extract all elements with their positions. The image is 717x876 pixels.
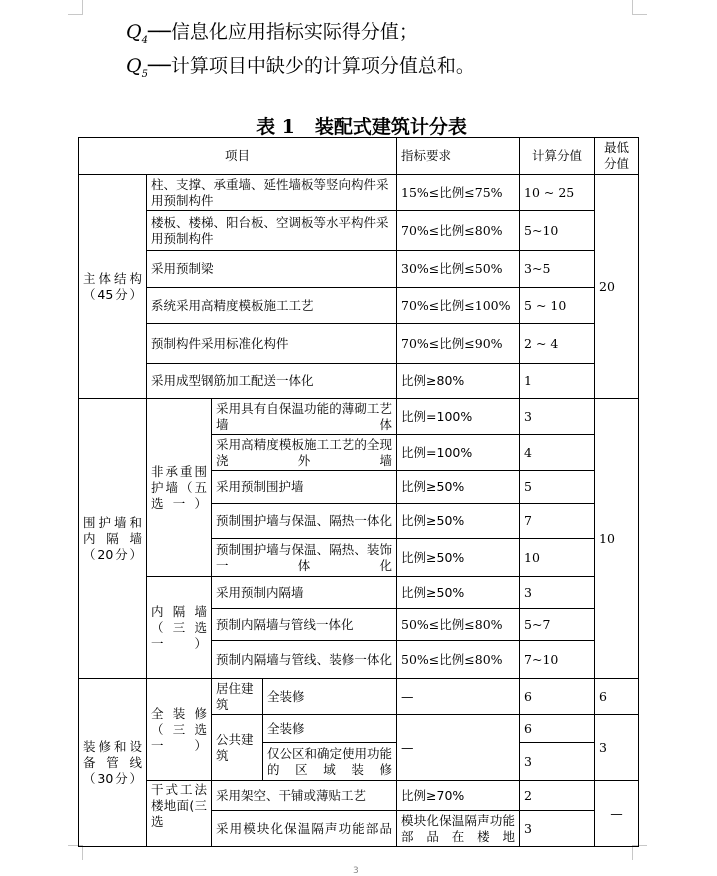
item-cell: 采用具有自保温功能的薄砌工艺墙体 [212, 399, 397, 435]
requirement-cell: 比例≥80% [397, 364, 520, 399]
table-header-row [79, 138, 639, 175]
page-number: 3 [353, 866, 359, 876]
table-row [79, 781, 639, 811]
header-item: 项目 [79, 138, 397, 175]
header-score: 计算分值 [520, 138, 595, 175]
requirement-cell: 比例≥50% [397, 504, 520, 539]
item-cell: 预制围护墙与保温、隔热、装饰一体化 [212, 539, 397, 577]
min-score-cell: 20 [595, 175, 639, 399]
item-cell: 采用高精度模板施工工艺的全现浇外墙 [212, 435, 397, 471]
item-cell: 采用预制围护墙 [212, 471, 397, 504]
requirement-cell: 模块化保温隔声功能部品在楼地 [397, 811, 520, 847]
building-type-label: 居住建筑 [212, 679, 263, 715]
item-cell: 预制构件采用标准化构件 [147, 324, 397, 364]
formula-q4 [126, 19, 418, 54]
requirement-cell: 比例≥50% [397, 577, 520, 609]
formula-q5 [126, 53, 475, 88]
item-cell: 预制内隔墙与管线一体化 [212, 609, 397, 641]
formula-text: ──计算项目中缺少的计算项分值总和。 [147, 55, 475, 77]
item-cell: 采用模块化保温隔声功能部品 [212, 811, 397, 847]
min-score-cell: 10 [595, 399, 639, 679]
score-cell: 7~10 [520, 641, 595, 679]
item-cell: 全装修 [263, 715, 397, 743]
score-cell: 3 [520, 399, 595, 435]
item-cell: 预制围护墙与保温、隔热一体化 [212, 504, 397, 539]
score-cell: 4 [520, 435, 595, 471]
table-row [79, 251, 639, 288]
requirement-cell: 70%≤比例≤80% [397, 211, 520, 251]
crop-mark-top-left [68, 0, 83, 15]
table-row [79, 577, 639, 609]
min-score-cell: 3 [595, 715, 639, 781]
subgroup-label: 内隔墙（三选一） [147, 577, 212, 679]
crop-mark-bottom-right [632, 845, 647, 860]
score-cell: 5~7 [520, 609, 595, 641]
table-number: 表 1 [256, 116, 295, 138]
table-row [79, 288, 639, 324]
formula-var: $Q_5$ [126, 55, 148, 80]
formula-text: ──信息化应用指标实际得分值； [147, 21, 418, 43]
item-cell: 预制内隔墙与管线、装修一体化 [212, 641, 397, 679]
table-row [79, 399, 639, 435]
score-cell: 2 [520, 781, 595, 811]
header-min-score: 最低 分值 [595, 138, 639, 175]
item-cell: 仅公区和确定使用功能的区域装修 [263, 743, 397, 781]
requirement-cell: — [397, 679, 520, 715]
score-cell: 3 [520, 811, 595, 847]
score-cell: 1 [520, 364, 595, 399]
requirement-cell: 比例≥70% [397, 781, 520, 811]
min-score-cell: 6 [595, 679, 639, 715]
item-cell: 采用架空、干铺或薄贴工艺 [212, 781, 397, 811]
subgroup-label: 全装修（三选一） [147, 679, 212, 781]
score-cell: 5 ~ 10 [520, 288, 595, 324]
score-cell: 5 [520, 471, 595, 504]
requirement-cell: — [397, 715, 520, 781]
score-cell: 6 [520, 715, 595, 743]
score-cell: 3 [520, 577, 595, 609]
score-cell: 3 [520, 743, 595, 781]
score-table [78, 137, 639, 847]
item-cell: 楼板、楼梯、阳台板、空调板等水平构件采用预制构件 [147, 211, 397, 251]
requirement-cell: 70%≤比例≤90% [397, 324, 520, 364]
header-requirement: 指标要求 [397, 138, 520, 175]
requirement-cell: 比例=100% [397, 399, 520, 435]
requirement-cell: 50%≤比例≤80% [397, 641, 520, 679]
group-label: 围护墙和内隔墙（20分） [79, 399, 147, 679]
group-label: 主体结构（45分） [79, 175, 147, 399]
score-cell: 2 ~ 4 [520, 324, 595, 364]
score-cell: 5~10 [520, 211, 595, 251]
requirement-cell: 70%≤比例≤100% [397, 288, 520, 324]
requirement-cell: 15%≤比例≤75% [397, 175, 520, 211]
table-row [79, 324, 639, 364]
crop-mark-bottom-left [68, 845, 83, 860]
requirement-cell: 比例≥50% [397, 539, 520, 577]
table-title [0, 112, 717, 139]
subgroup-label: 非承重围护墙（五选一） [147, 399, 212, 577]
item-cell: 系统采用高精度模板施工工艺 [147, 288, 397, 324]
crop-mark-top-right [632, 0, 647, 15]
subgroup-label: 干式工法楼地面(三选 [147, 781, 212, 847]
score-cell: 3~5 [520, 251, 595, 288]
group-label: 装修和设备管线（30分） [79, 679, 147, 847]
item-cell: 采用预制梁 [147, 251, 397, 288]
building-type-label: 公共建筑 [212, 715, 263, 781]
requirement-cell: 30%≤比例≤50% [397, 251, 520, 288]
item-cell: 柱、支撑、承重墙、延性墙板等竖向构件采用预制构件 [147, 175, 397, 211]
table-row [79, 175, 639, 211]
score-cell: 10 [520, 539, 595, 577]
min-score-cell: — [595, 781, 639, 847]
requirement-cell: 比例≥50% [397, 471, 520, 504]
item-cell: 采用成型钢筋加工配送一体化 [147, 364, 397, 399]
formula-var: $Q_4$ [126, 21, 148, 46]
item-cell: 采用预制内隔墙 [212, 577, 397, 609]
item-cell: 全装修 [263, 679, 397, 715]
score-cell: 10 ~ 25 [520, 175, 595, 211]
requirement-cell: 比例=100% [397, 435, 520, 471]
requirement-cell: 50%≤比例≤80% [397, 609, 520, 641]
table-row [79, 364, 639, 399]
table-title-text: 装配式建筑计分表 [314, 116, 467, 138]
score-cell: 7 [520, 504, 595, 539]
table-row [79, 679, 639, 715]
table-row [79, 211, 639, 251]
score-cell: 6 [520, 679, 595, 715]
